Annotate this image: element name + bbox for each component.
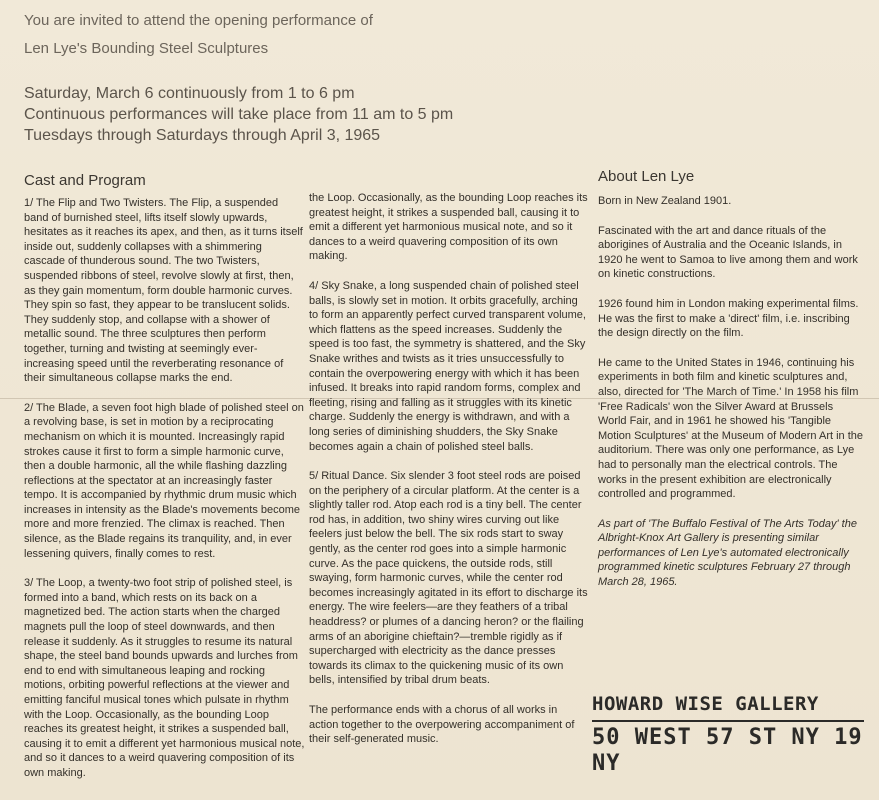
festival-note: As part of 'The Buffalo Festival of The Arts Today' the Albright-Knox Art Gallery is presenting similar performances of Len Lye's automated electronically programmed kinetic sculptures February 27 through March 28, 1965. [598,517,857,589]
about-column [598,168,864,605]
gallery-logo [592,692,864,777]
about-paragraph: Born in New Zealand 1901. [598,195,732,207]
about-heading: About Len Lye [598,168,695,185]
about-paragraph: Fascinated with the art and dance rituals of the aborigines of Australia and the Oceanic Islands, in 1920 he went to Samoa to live among them and work on kinetic constructions. [598,224,858,281]
about-paragraph: 1926 found him in London making experimental films. He was the first to make a 'direct' film, i.e. inscribing the design directly on the film. [598,297,859,340]
gallery-rule [592,720,864,722]
gallery-name: HOWARD WISE GALLERY [592,693,819,715]
schedule-line: Continuous performances will take place from 11 am to 5 pm [24,106,454,123]
program-column-2 [309,191,588,762]
program-column-1 [24,172,305,779]
schedule-line: Tuesdays through Saturdays through April 3, 1965 [24,127,381,144]
program-item-flip: 1/ The Flip and Two Twisters. The Flip, a suspended band of burnished steel, lifts itself slowly upwards, hesitates as it reaches its apex, and then, as it turns itself inside out, suddenly collapses with a shimmering cascade of thunderous sound. The two Twisters, suspended ribbons of steel, revolve slowly at first, then, as they gain momentum, form double harmonic curves. They spin so fast, they appear to be translucent solids. They suddenly stop, and collapse with a shower of metallic sound. The three sculptures then perform together, turning and twisting at seemingly ever-increasing speed until the reverberating resonance of their simultaneous collapse marks the end. [24,197,303,385]
program-item-loop: 3/ The Loop, a twenty-two foot strip of polished steel, is formed into a band, which rests on its back on a magnetized bed. The action starts when the charged magnets pull the loop of steel downwards, and then release it suddenly. As it struggles to resume its natural shape, the steel band bounds upwards and lurches from end to end with simultaneous leaping and rocking motions, orbiting powerful reflections at the viewer and emitting fanciful musical tones which pulsate in rhythm with the Loop. Occasionally, as the bounding Loop reaches its greatest height, it strikes a suspended ball, causing it to emit a different yet harmonious musical note, and so it dances to a weird quavering composition of its own making. [24,577,305,779]
schedule-line: Saturday, March 6 continuously from 1 to 6 pm [24,85,355,102]
exhibition-title: Len Lye's Bounding Steel Sculptures [24,40,269,57]
intro-block [24,12,584,58]
gallery-address: 50 WEST 57 ST NY 19 NY [592,725,863,776]
program-item-blade: 2/ The Blade, a seven foot high blade of polished steel on a revolving base, is set in motion by a reciprocating mechanism on which it is mounted. Increasingly rapid strokes cause it first to form a simple harmonic curve, then a double harmonic, all the while flashing dazzling reflections at the spectator at an increasingly faster tempo. It is accompanied by rhythmic drum music which increases in intensity as the Blade's movements become more and more frenzied. The climax is reached. Then silence, as the Blade regains its tranquility, and, in ever lessening quivers, finally comes to rest. [24,401,304,560]
program-finale: The performance ends with a chorus of all works in action together to the overpowering accompaniment of their self-generated music. [309,704,575,746]
schedule-block [24,83,584,146]
program-item-sky-snake: 4/ Sky Snake, a long suspended chain of polished steel balls, is slowly set in motion. It orbits gracefully, arching to form an apparently perfect curved transparent volume, which flattens as the speed increases. Suddenly the speed is too fast, the symmetry is shattered, and the Sky Snake writhes and twists as it tries unsuccessfully to contain the overpowering energy with which it has been infused. It breaks into rapid random forms, complex and fleeting, rising and falling as it struggles with its kinetic charge. Suddenly the energy is withdrawn, and with a long series of diminishing shudders, the Sky Snake becomes again a chain of polished steel balls. [309,279,586,453]
about-paragraph: He came to the United States in 1946, continuing his experiments in both film and kinetic sculptures and, also, directed for 'The March of Time.' In 1958 his film 'Free Radicals' won the Silver Award at Brussels World Fair, and in 1961 he showed his 'Tangible Motion Sculptures' at the Museum of Modern Art in the auditorium. There was only one performance, as Lye had to personally man the electrical controls. The works in the present exhibition are electronically controlled and programmed. [598,356,864,501]
program-item-loop-continued: the Loop. Occasionally, as the bounding Loop reaches its greatest height, it strikes a suspended ball, causing it to emit a different yet harmonious musical note, and so it dances to a weird quavering composition of its own making. [309,192,588,263]
program-item-ritual-dance: 5/ Ritual Dance. Six slender 3 foot steel rods are poised on the periphery of a circular platform. At the center is a slightly taller rod. Atop each rod is a tiny bell. The center rod has, in addition, two shiny wires curving out like feelers just below the bell. The six rods start to sway gently, as the center rod goes into a simple harmonic curve. As the pace quickens, the outside rods, still swaying, form harmonic curves, while the center rod becomes increasingly agitated in its effort to discharge its energy. The wire feelers—are they feathers of a tribal headdress? or plumes of a dancing heron? or the flailing arms of an aborigine chieftain?—tremble rigidly as if supercharged with electricity as the dance presses towards its climax to the quickening music of its own bells, intensified by tribal drum beats. [309,470,588,687]
cast-heading: Cast and Program [24,172,146,189]
invitation-line: You are invited to attend the opening performance of [24,12,373,29]
